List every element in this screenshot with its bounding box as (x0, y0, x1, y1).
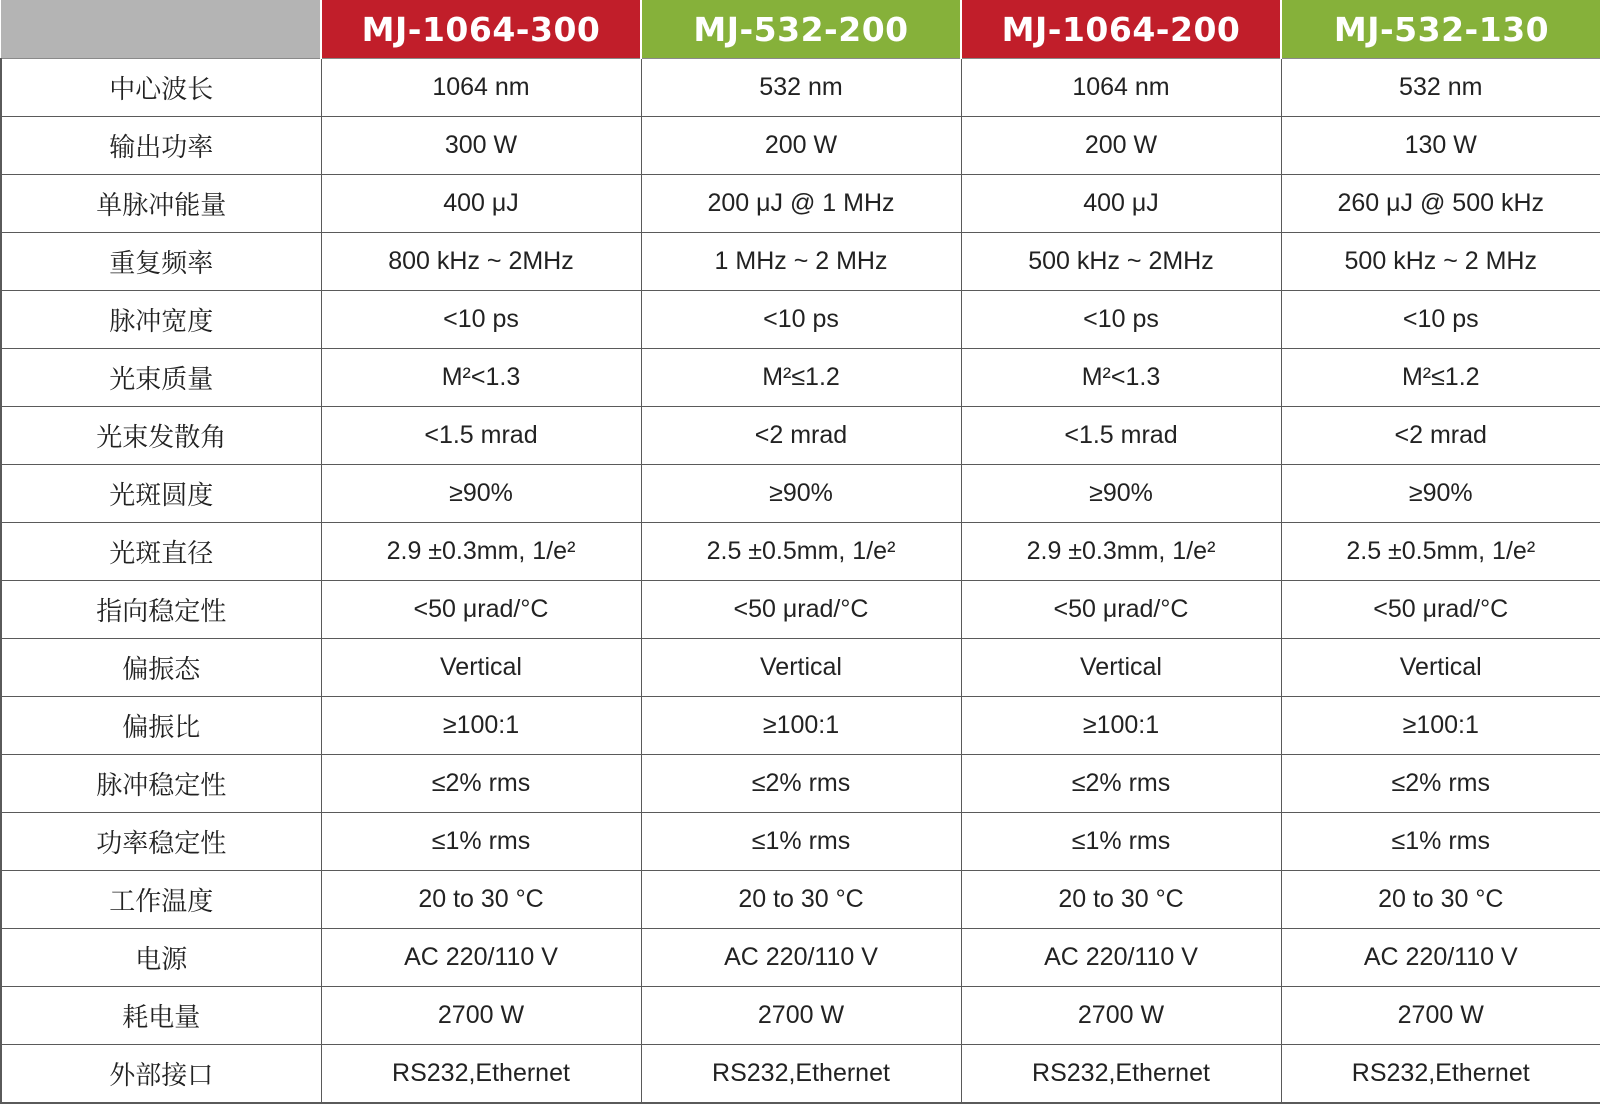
spec-value-cell: <10 ps (961, 291, 1281, 349)
spec-value-cell: 532 nm (1281, 59, 1600, 117)
table-row (1, 871, 1600, 929)
spec-value-cell: ≤1% rms (321, 813, 641, 871)
table-row (1, 755, 1600, 813)
spec-value-cell: <50 μrad/°C (1281, 581, 1600, 639)
spec-value-cell: ≤1% rms (1281, 813, 1600, 871)
row-label: 重复频率 (1, 233, 321, 291)
spec-value-cell: RS232,Ethernet (1281, 1045, 1600, 1104)
spec-value-cell: 532 nm (641, 59, 961, 117)
spec-value-cell: 260 μJ @ 500 kHz (1281, 175, 1600, 233)
table-row (1, 175, 1600, 233)
spec-value-cell: 2700 W (1281, 987, 1600, 1045)
row-label: 光斑直径 (1, 523, 321, 581)
spec-body (1, 59, 1600, 1104)
spec-value-cell: ≤1% rms (961, 813, 1281, 871)
spec-value-cell: <10 ps (1281, 291, 1600, 349)
spec-value-cell: ≥100:1 (321, 697, 641, 755)
spec-value-cell: Vertical (1281, 639, 1600, 697)
spec-value-cell: 20 to 30 °C (641, 871, 961, 929)
spec-value-cell: ≥90% (1281, 465, 1600, 523)
table-row (1, 117, 1600, 175)
table-row (1, 929, 1600, 987)
table-row (1, 349, 1600, 407)
spec-value-cell: 500 kHz ~ 2MHz (961, 233, 1281, 291)
spec-value-cell: <50 μrad/°C (641, 581, 961, 639)
row-label: 偏振态 (1, 639, 321, 697)
table-row (1, 523, 1600, 581)
spec-value-cell: RS232,Ethernet (321, 1045, 641, 1104)
spec-value-cell: ≤2% rms (961, 755, 1281, 813)
row-label: 中心波长 (1, 59, 321, 117)
row-label: 工作温度 (1, 871, 321, 929)
spec-value-cell: AC 220/110 V (321, 929, 641, 987)
spec-value-cell: ≥100:1 (961, 697, 1281, 755)
row-label: 光斑圆度 (1, 465, 321, 523)
table-row (1, 407, 1600, 465)
spec-value-cell: AC 220/110 V (1281, 929, 1600, 987)
spec-value-cell: 1064 nm (961, 59, 1281, 117)
spec-value-cell: <50 μrad/°C (961, 581, 1281, 639)
spec-value-cell: 800 kHz ~ 2MHz (321, 233, 641, 291)
spec-value-cell: M²≤1.2 (1281, 349, 1600, 407)
spec-value-cell: 2.9 ±0.3mm, 1/e² (961, 523, 1281, 581)
spec-value-cell: 2.5 ±0.5mm, 1/e² (1281, 523, 1600, 581)
spec-value-cell: 2700 W (961, 987, 1281, 1045)
spec-value-cell: <50 μrad/°C (321, 581, 641, 639)
spec-value-cell: ≥100:1 (641, 697, 961, 755)
row-label: 指向稳定性 (1, 581, 321, 639)
row-label: 偏振比 (1, 697, 321, 755)
table-row (1, 1045, 1600, 1104)
spec-value-cell: <10 ps (641, 291, 961, 349)
spec-value-cell: 200 W (641, 117, 961, 175)
spec-value-cell: AC 220/110 V (961, 929, 1281, 987)
spec-value-cell: M²<1.3 (321, 349, 641, 407)
row-label: 脉冲宽度 (1, 291, 321, 349)
spec-value-cell: ≥90% (641, 465, 961, 523)
spec-value-cell: 20 to 30 °C (1281, 871, 1600, 929)
corner-cell (1, 0, 321, 59)
spec-value-cell: 400 μJ (961, 175, 1281, 233)
model-header-1: MJ-1064-300 (321, 0, 641, 59)
row-label: 电源 (1, 929, 321, 987)
spec-value-cell: 300 W (321, 117, 641, 175)
spec-value-cell: Vertical (321, 639, 641, 697)
spec-value-cell: 20 to 30 °C (961, 871, 1281, 929)
table-row (1, 639, 1600, 697)
spec-value-cell: <2 mrad (1281, 407, 1600, 465)
table-row (1, 697, 1600, 755)
table-row (1, 581, 1600, 639)
row-label: 输出功率 (1, 117, 321, 175)
spec-value-cell: 1064 nm (321, 59, 641, 117)
spec-value-cell: ≥100:1 (1281, 697, 1600, 755)
spec-value-cell: AC 220/110 V (641, 929, 961, 987)
spec-value-cell: 500 kHz ~ 2 MHz (1281, 233, 1600, 291)
row-label: 光束质量 (1, 349, 321, 407)
spec-value-cell: RS232,Ethernet (961, 1045, 1281, 1104)
model-header-4: MJ-532-130 (1281, 0, 1600, 59)
model-header-3: MJ-1064-200 (961, 0, 1281, 59)
spec-value-cell: 200 μJ @ 1 MHz (641, 175, 961, 233)
table-row (1, 233, 1600, 291)
spec-value-cell: ≤1% rms (641, 813, 961, 871)
spec-value-cell: ≤2% rms (1281, 755, 1600, 813)
row-label: 耗电量 (1, 987, 321, 1045)
spec-value-cell: 130 W (1281, 117, 1600, 175)
spec-value-cell: <2 mrad (641, 407, 961, 465)
spec-value-cell: 2700 W (321, 987, 641, 1045)
row-label: 单脉冲能量 (1, 175, 321, 233)
spec-value-cell: 2.5 ±0.5mm, 1/e² (641, 523, 961, 581)
spec-value-cell: ≤2% rms (321, 755, 641, 813)
row-label: 外部接口 (1, 1045, 321, 1104)
table-row (1, 291, 1600, 349)
spec-value-cell: ≥90% (321, 465, 641, 523)
table-row (1, 59, 1600, 117)
spec-value-cell: <1.5 mrad (321, 407, 641, 465)
spec-value-cell: 20 to 30 °C (321, 871, 641, 929)
spec-value-cell: 200 W (961, 117, 1281, 175)
spec-value-cell: M²≤1.2 (641, 349, 961, 407)
table-row (1, 987, 1600, 1045)
row-label: 光束发散角 (1, 407, 321, 465)
model-header-2: MJ-532-200 (641, 0, 961, 59)
table-row (1, 813, 1600, 871)
spec-value-cell: M²<1.3 (961, 349, 1281, 407)
header-row (1, 0, 1600, 59)
spec-value-cell: 2.9 ±0.3mm, 1/e² (321, 523, 641, 581)
spec-value-cell: 2700 W (641, 987, 961, 1045)
row-label: 脉冲稳定性 (1, 755, 321, 813)
row-label: 功率稳定性 (1, 813, 321, 871)
spec-value-cell: Vertical (961, 639, 1281, 697)
spec-value-cell: 400 μJ (321, 175, 641, 233)
spec-value-cell: ≥90% (961, 465, 1281, 523)
spec-value-cell: RS232,Ethernet (641, 1045, 961, 1104)
spec-value-cell: ≤2% rms (641, 755, 961, 813)
table-row (1, 465, 1600, 523)
spec-value-cell: 1 MHz ~ 2 MHz (641, 233, 961, 291)
spec-value-cell: <1.5 mrad (961, 407, 1281, 465)
spec-value-cell: Vertical (641, 639, 961, 697)
spec-value-cell: <10 ps (321, 291, 641, 349)
